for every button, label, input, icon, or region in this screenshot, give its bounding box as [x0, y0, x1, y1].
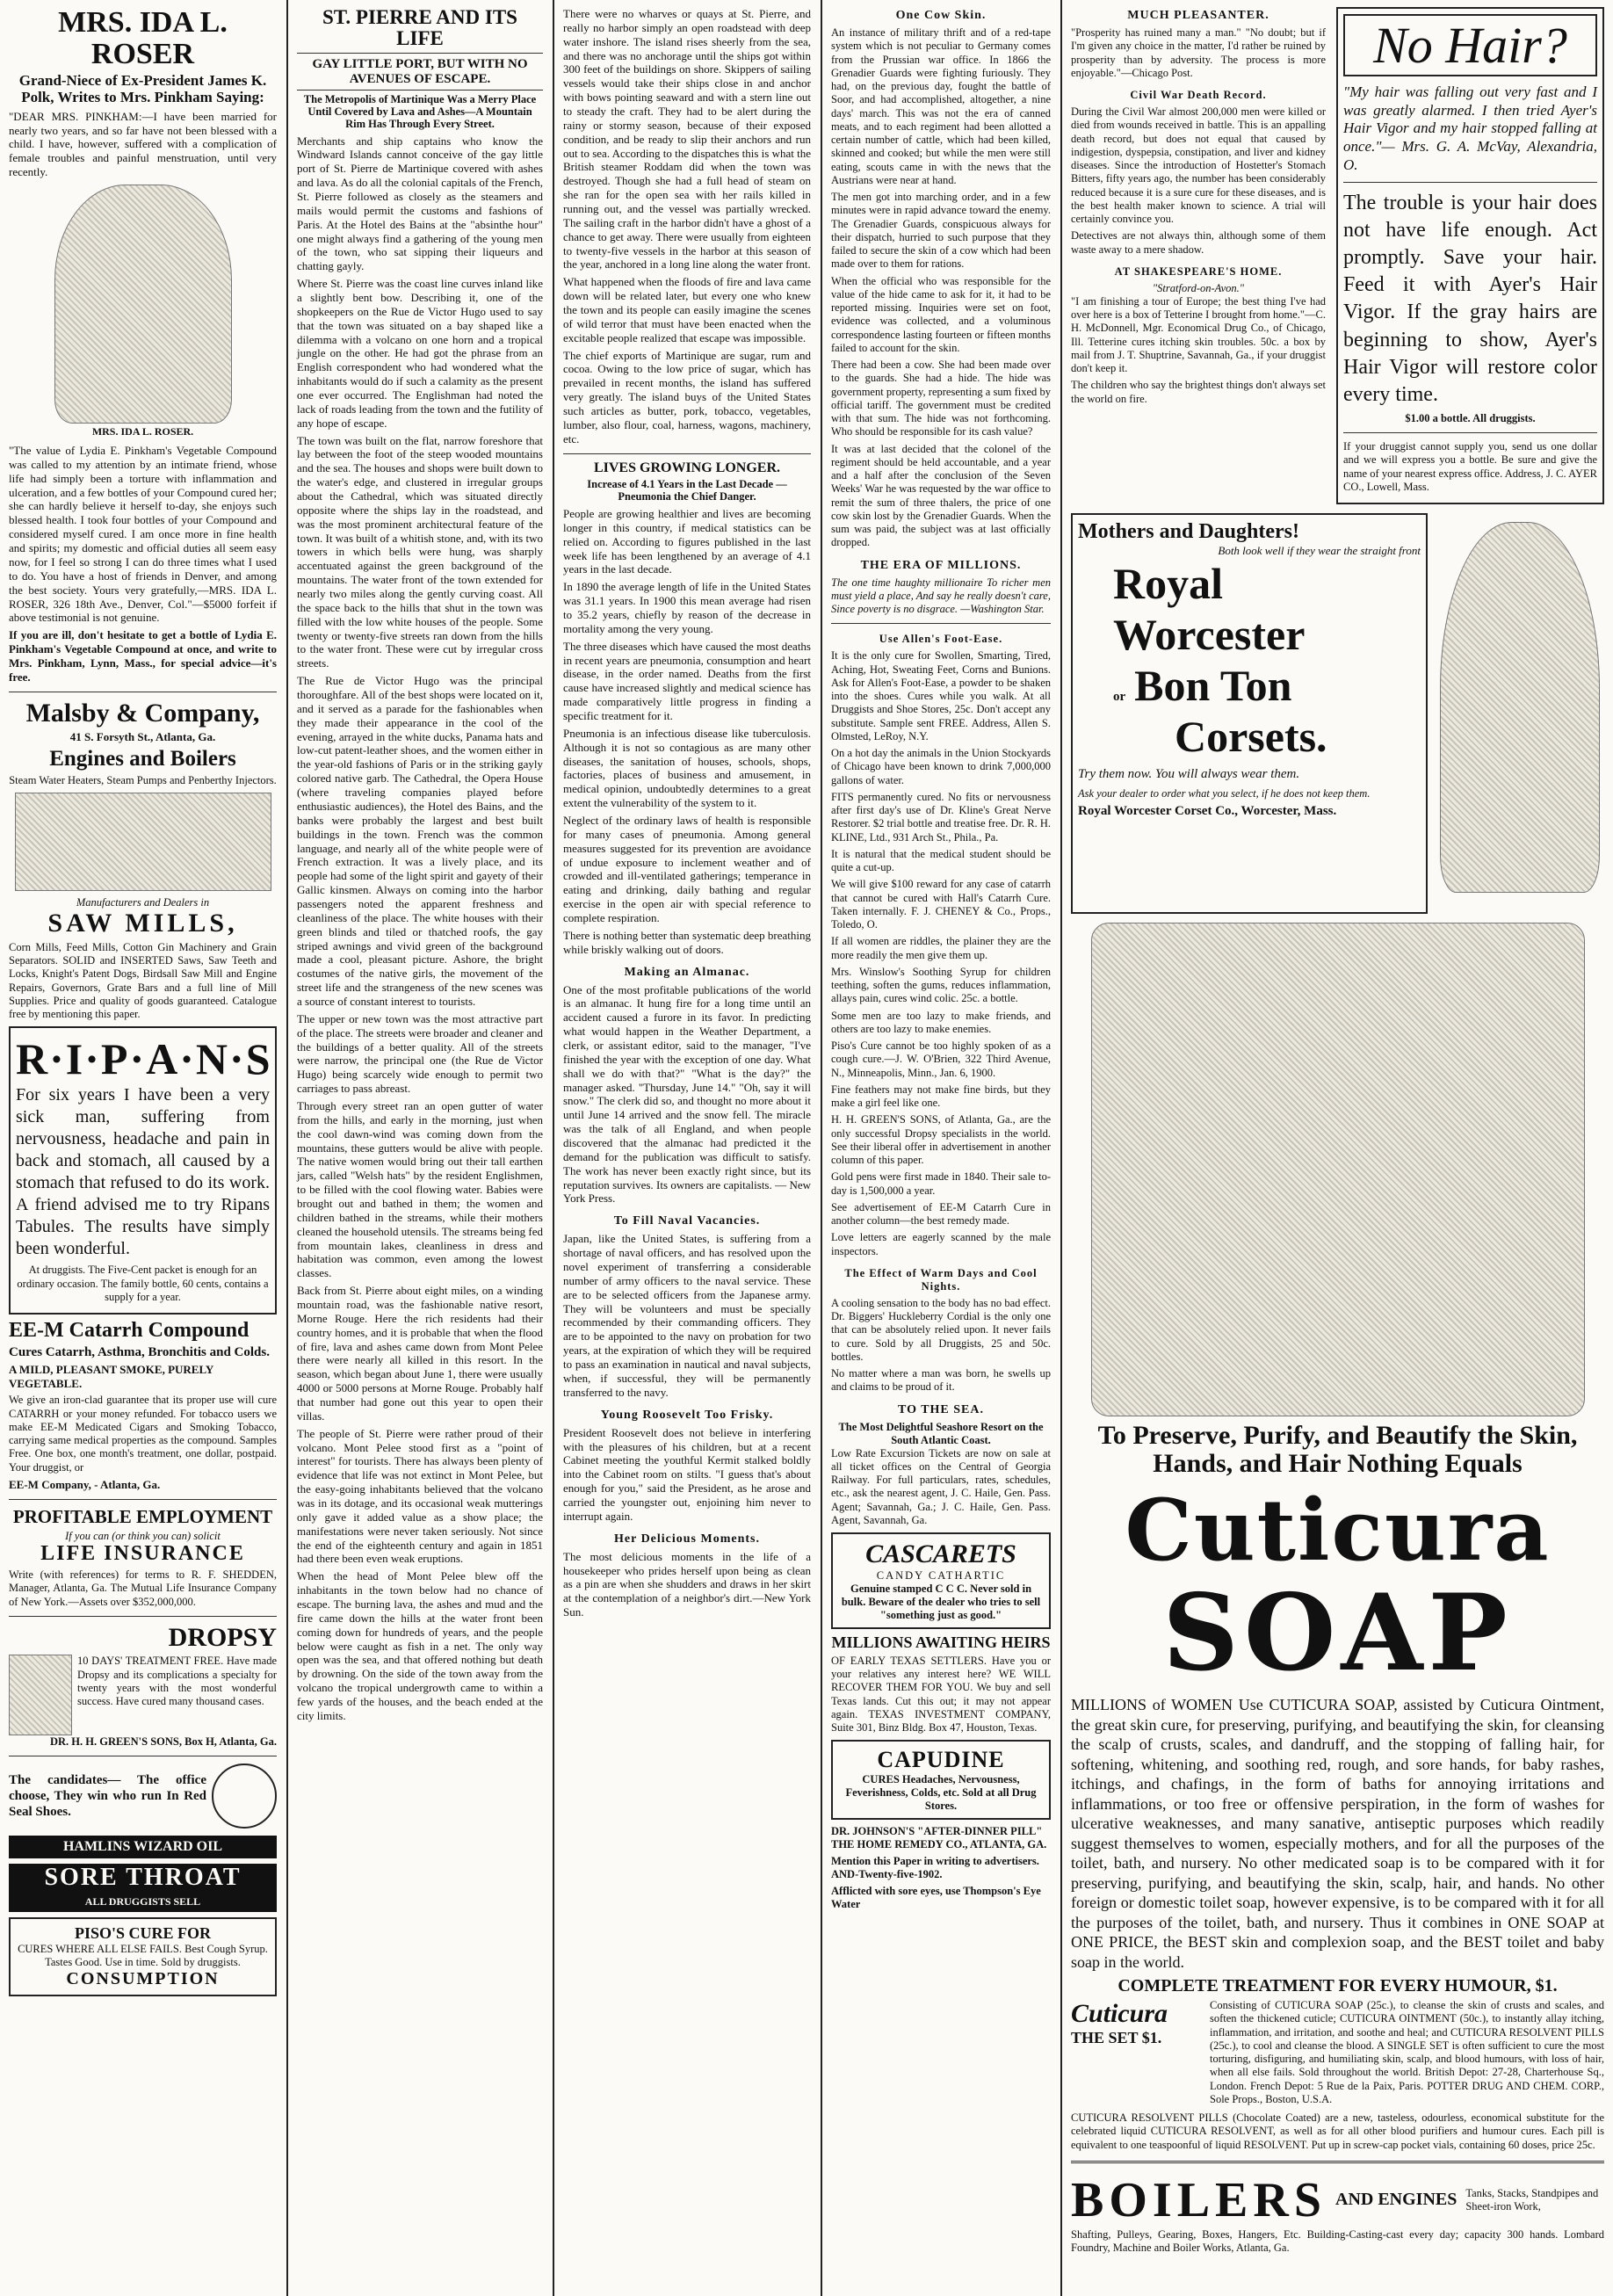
almanac-p: One of the most profitable publications of the world is an almanac. It hung fire for a long time until an accident caused a furore in its favor. In predicting what would happen in the Weather Department, a clerk, or assistant editor, said to the manager, "I've finished the year with the exception of one day. What shall we do with that?" "What is the day?" the manager asked. "Thursday, June 14." "Oh, say it will snow." The clerk did so, and thought no more about it until June 14 arrived and the snow fell. The miracle was the talk of all England, and when people discovered that the almanac had predicted it the demand for the publication was difficult to satisfy. The work has never been exactly right since, but its reputation survives. Its owners are capitalists. — New York Press.	[563, 982, 811, 1206]
eem-body: We give an iron-clad guarantee that its proper use will cure CATARRH or your money refunded. For tobacco users we make EE-M Medicated Cigars and Smoking Tobacco, carrying same medical properties as the compound. Samples Free. One box, one month's treatment, one dollar, postpaid. Your druggist, or	[9, 1394, 277, 1474]
allen-p: It is the only cure for Swollen, Smarting, Tired, Aching, Hot, Sweating Feet, Corns and Bunions. Ask for Allen's Foot-Ease, a powder to be shaken into the shoes. Cures while you walk. At all Druggists and Shoe Stores, 25c. Don't accept any substitute. Sample sent FREE. Address, Allen S. Olmsted, LeRoy, N.Y.	[831, 649, 1051, 742]
column-1	[0, 0, 286, 2296]
war-p: During the Civil War almost 200,000 men were killed or died from wounds received in battle. This is an appalling death record, but does not equal that caused by indigestion, dyspepsia, constipation, and liver and kidney diseases. Since the introduction of Hostetter's Stomach Bitters, fifty years ago, the number has been considerably reduced because it is a sure cure for these diseases, and is the best health maker known to science. A trial will certainly convince you.	[1071, 105, 1326, 225]
st-pierre-p5: The upper or new town was the most attractive part of the place. The streets were broader and cleaner and the buildings of a better quality. All of the streets were narrow, the principal one (the Rue de Victor Hugo) being scarcely wide enough to permit two carriages to pass abreast.	[297, 1011, 543, 1096]
st-pierre-subhead: GAY LITTLE PORT, BUT WITH NO AVENUES OF ESCAPE.	[312, 57, 528, 86]
corset-worcester: Worcester	[1113, 610, 1306, 660]
set-label: THE SET $1.	[1071, 2029, 1162, 2047]
st-pierre-p8: The people of St. Pierre were rather proud of their volcano. Mont Pelee stood first as a "point of interest" for tourists. There has always been plenty of evidence that life was not extinct in Mont Pelee, but the easy-going inhabitants believed that the volcano was in its dotage, and its occasional weak mutterings only gave it added value as a show place; the manifestations were never taken seriously. Not since the end of the eighteenth century and again in 1851 had there been even weak eruptions.	[297, 1426, 543, 1566]
idle-p: Some men are too lazy to make friends, and others are too lazy to make enemies.	[831, 1009, 1051, 1035]
corset-bonton: Bon Ton	[1134, 661, 1292, 711]
column-2	[288, 0, 552, 2296]
piso-p: Piso's Cure cannot be too highly spoken of as a cough cure.—J. W. O'Brien, 322 Third Avenue, N., Minneapolis, Minn., Jan. 6, 1900.	[831, 1039, 1051, 1079]
red-seal-shoes-verse: The candidates— The office choose, They win who run In Red Seal Shoes.	[9, 1772, 206, 1820]
dropsy-address: DR. H. H. GREEN'S SONS, Box H, Atlanta, Ga.	[49, 1735, 277, 1749]
pills-p: CUTICURA RESOLVENT PILLS (Chocolate Coated) are a new, tasteless, odourless, economical substitute for the celebrated liquid CUTICURA RESOLVENT, as well as for all other blood purifiers and humour cures. Each pill is equivalent to one teaspoonful of liquid RESOLVENT. Put up in screw-cap pocket vials, containing 60 doses, price 25c.	[1071, 2111, 1604, 2151]
st-pierre-p9: When the head of Mont Pelee blew off the inhabitants in the town below had no chance of escape. The burning lava, the ashes and mud and the fire came down the hills at the water front been coming down for hundreds of years, and the people below were caught as fish in a net. The only way open was the sea, and that offered nothing but death by drowning. On the side of the town away from the volcano the tropical undergrowth came to within a few yards of the houses, and the beach ended at the city limits.	[297, 1569, 543, 1722]
mention-p: Mention this Paper in writing to advertisers. AND-Twenty-five-1902.	[831, 1855, 1039, 1881]
cow-p3: When the official who was responsible for the value of the hide came to ask for it, it had to be reported missing. Inquiries were set on foot, evidence was collected, and a voluminous correspondence lasting fourteen or fifteen months failed to account for the skin.	[831, 274, 1051, 354]
love-p: Love letters are eagerly scanned by the male inspectors.	[831, 1231, 1051, 1257]
green-p: H. H. GREEN'S SONS, of Atlanta, Ga., are the only successful Dropsy specialists in the world. See their liberal offer in advertisement in another column of this paper.	[831, 1113, 1051, 1166]
no-hair-price: $1.00 a bottle. All druggists.	[1405, 412, 1536, 425]
woman-hair-illustration	[1091, 923, 1585, 1416]
corset-royal: Royal	[1113, 559, 1223, 609]
chicago-p: On a hot day the animals in the Union Stockyards of Chicago have been known to drink 7,000,000 gallons of water.	[831, 747, 1051, 786]
millions-title: MILLIONS AWAITING HEIRS	[831, 1633, 1051, 1651]
st-pierre-p3: The town was built on the flat, narrow foreshore that lay between the foot of the steep wooded mountains and the sea. The houses and shops were built down to the water's edge, and clustered in irregular groups about the Cathedral, which was situated directly opposite where the ships lay in the roadstead, and was the most prominent architectural feature of the town. It was built of a whitish stone, and, with its two towers in which bells were hung, was sharply accentuated against the green background of the mountains. The water front of the town extended for nearly two miles along the gently curving coast. All the space back to the hills that shut in the town was filled with the low white houses of the people. Some twenty or twenty-five streets ran down from the hills to the water front. These were cut by irregular cross streets.	[297, 433, 543, 670]
sea-p: Low Rate Excursion Tickets are now on sale at all ticket offices on the Central of Georgia Railway. For full particulars, rates, schedules, etc., ask the nearest agent, J. C. Haile, Gen. Pass. Agent; Savannah, Ga.; J. C. Haile, Gen. Pass. Agent, Savannah, Ga.	[831, 1446, 1051, 1526]
eem-sub: Cures Catarrh, Asthma, Bronchitis and Colds.	[9, 1345, 270, 1360]
sawmill-engine-image	[15, 793, 271, 891]
almanac-headline: Making an Almanac.	[624, 965, 750, 979]
reward-p: We will give $100 reward for any case of catarrh that cannot be cured with Hall's Catarrh Cure. Taken internally. F. J. CHENEY & Co., Props., Toledo, O.	[831, 878, 1051, 931]
boilers-p: Shafting, Pulleys, Gearing, Boxes, Hangers, Etc. Building-Casting-cast every day; capacity 300 hands. Lombard Foundry, Machine and Boiler Works, Atlanta, Ga.	[1071, 2227, 1604, 2255]
shakespeare-p: "I am finishing a tour of Europe; the best thing I've had over here is a box of Tetterine I brought from home."—C. H. McDonnell, Mgr. Economical Drug Co., of Chicago, Ill. Tetterine cures itching skin troubles. 50c. a box by mail from J. T. Shuptrine, Savannah, Ga., if your druggist don't keep it.	[1071, 294, 1326, 374]
cuticura-small-logo: Cuticura	[1071, 1999, 1168, 2029]
ayers-hair-vigor-ad	[1336, 7, 1604, 504]
corset-sub: Both look well if they wear the straight front	[1218, 544, 1421, 558]
allen-headline: Use Allen's Foot-Ease.	[879, 633, 1003, 646]
cascarets-sub: CANDY CATHARTIC	[876, 1569, 1006, 1582]
no-hair-foot: If your druggist cannot supply you, send us one dollar and we will express you a bottle. Be sure and give the name of your nearest express office. Address, J. C. AYER CO., Lowell, Mass.	[1343, 440, 1597, 493]
malsby-line: Steam Water Heaters, Steam Pumps and Penberthy Injectors.	[9, 774, 277, 787]
pleasant-p: "Prosperity has ruined many a man." "No doubt; but if I'm given any choice in the matter, I'd rather be ruined by prosperity than by adversity. The process is more enjoyable."—Chicago Post.	[1071, 26, 1326, 79]
millions-p: OF EARLY TEXAS SETTLERS. Have you or your relatives any interest here? WE WILL RECOVER THEM FOR YOU. We buy and sell Texas lands. Cut this out; it may not appear again. TEXAS INVESTMENT COMPANY, Suite 301, Binz Bldg. Box 47, Houston, Texas.	[831, 1654, 1051, 1735]
st-pierre-cont-p2: The chief exports of Martinique are sugar, rum and cocoa. Owing to the low price of sugar, which has prevailed in recent months, the island has suffered very greatly. The island buys of the United States such articles as butter, pork, tobacco, vegetables, lumber, also flour, coal, harness, wagons, machinery, etc.	[563, 348, 811, 445]
pisos-body: CURES WHERE ALL ELSE FAILS. Best Cough Syrup. Tastes Good. Use in time. Sold by druggists.	[18, 1943, 268, 1969]
roser-letter-intro: "DEAR MRS. PINKHAM:—I have been married for nearly two years, and so far have not been blessed with a child. I have, however, suffered with a complication of female troubles and painful menstruation, until very recently.	[9, 109, 277, 179]
dropsy-body: 10 DAYS' TREATMENT FREE. Have made Dropsy and its complications a specialty for twenty years with the most wonderful success. Have cured many thousand cases.	[77, 1655, 277, 1708]
st-pierre-deck: The Metropolis of Martinique Was a Merry Place Until Covered by Lava and Ashes—A Mountain Rim Has Through Every Street.	[303, 93, 537, 130]
corset-head: Mothers and Daughters!	[1078, 520, 1299, 544]
column-5	[1062, 0, 1613, 2296]
pisos-ad	[9, 1917, 277, 1996]
roosevelt-p: President Roosevelt does not believe in interfering with the pleasures of his children, but at a recent Cabinet meeting the youthful Kermit stalked boldly into the Cabinet room on stilts. "I guess that's about enough for you," said the President, as he arose and carried the youngster out, enjoining him never to interrupt again.	[563, 1425, 811, 1523]
sea-sub: The Most Delightful Seashore Resort on the South Atlantic Coast.	[838, 1420, 1044, 1446]
riddles-p: If all women are riddles, the plainer they are the more readily the men give them up.	[831, 935, 1051, 961]
st-pierre-cont-p1: What happened when the floods of fire and lava came down will be related later, but every one who knew the town and its people can easily imagine the scenes of wild terror that must have been enacted when the excitable people realized that escape was impossible.	[563, 275, 811, 344]
malsby-address: 41 S. Forsyth St., Atlanta, Ga.	[69, 730, 216, 744]
roser-testimonial: "The value of Lydia E. Pinkham's Vegetable Compound was called to my attention by an intimate friend, whose life had simply been a torture with inflammation and ulceration, and a few bottles of your Compound cured her; she can hardly believe it herself to-day, she enjoys such blessed health. I took four bottles of your Compound and considered myself cured. I am once more in fine health and spirits; my domestic and official duties all seem easy now, for I feel so strong I can do three times what I used to do. You have a host of friends in Denver, and among the best society. Yours very gratefully,—MRS. IDA L. ROSER, 326 18th Ave., Denver, Col."—$5000 forfeit if above testimonial is not genuine.	[9, 444, 277, 625]
st-pierre-p7: Back from St. Pierre about eight miles, on a winding mountain road, was the fashionable native resort, Morne Rouge. Here the rich residents had their country homes, and it is probable that when the flood of fire, lava and ashes came down from Mont Pelee there were nearly all killed in this resort. In the season, which began about June 1, there were usually 4000 or 5000 persons at Morne Rouge. Probably half that number had gone out this year to open their villas.	[297, 1284, 543, 1423]
cuticura-headline: To Preserve, Purify, and Beautify the Skin, Hands, and Hair Nothing Equals	[1097, 1421, 1578, 1478]
cascarets-ad	[831, 1532, 1051, 1629]
eem-company: EE-M Company, - Atlanta, Ga.	[9, 1477, 161, 1491]
boilers-and-engines: AND ENGINES	[1335, 2190, 1457, 2210]
hamlins-title: HAMLINS WIZARD OIL	[9, 1836, 277, 1858]
st-pierre-p2: Where St. Pierre was the coast line curves inland like a slightly bent bow. Describing it, one of the shopkeepers on the Rue de Victor Hugo used to say that the town was situated on a bay shaped like a dilemma with a volcano on one horn and a tropical jungle on the other. He had got the phrase from an English correspondent who had wondered what the inhabitants would do if such a calamity as the present one ever occurred. The Englishman had noted the lack of roads leading from the town and the futility of any hope of escape.	[297, 277, 543, 430]
lives-deck: Increase of 4.1 Years in the Last Decade —Pneumonia the Chief Danger.	[587, 478, 787, 503]
era-poem: The one time haughty millionaire To richer men must yield a place, And say he really doesn't care, Since poverty is no disgrace. —Washington Star.	[831, 576, 1051, 615]
roosevelt-headline: Young Roosevelt Too Frisky.	[600, 1408, 774, 1422]
war-headline: Civil War Death Record.	[1130, 89, 1267, 101]
malsby-saw-mills: SAW MILLS,	[47, 909, 238, 938]
pisos-consumption: CONSUMPTION	[66, 1969, 220, 1989]
corset-corsets: Corsets.	[1175, 712, 1327, 762]
roser-advice: If you are ill, don't hesitate to get a bottle of Lydia E. Pinkham's Vegetable Compound at once, and write to Mrs. Pinkham, Lynn, Mass., for special advice—it's free.	[9, 628, 277, 684]
profit-insurance: LIFE INSURANCE	[40, 1541, 245, 1565]
johnson-p: DR. JOHNSON'S "AFTER-DINNER PILL" THE HOME REMEDY CO., ATLANTA, GA.	[831, 1825, 1047, 1851]
sea-headline: TO THE SEA.	[897, 1402, 985, 1416]
capudine-p: CURES Headaches, Nervousness, Feverishness, Colds, etc. Sold at all Drug Stores.	[845, 1773, 1037, 1813]
lives-p6: There is nothing better than systematic deep breathing while briskly walking out of doors.	[563, 928, 811, 956]
profit-title: PROFITABLE EMPLOYMENT	[12, 1505, 273, 1527]
children-p: The children who say the brightest things don't always set the world on fire.	[1071, 379, 1326, 405]
roser-headline: MRS. IDA L. ROSER	[58, 6, 228, 70]
moments-headline: Her Delicious Moments.	[614, 1532, 760, 1546]
moments-p: The most delicious moments in the life of a housekeeper who prides herself upon being as clean as a pin are when she shudders and draws in her skirt at the contemplation of a neighbor's dirt.—New York Sun.	[563, 1549, 811, 1619]
no-hair-body: The trouble is your hair does not have life enough. Act promptly. Save your hair. Feed it with Ayer's Hair Vigor. If the gray hairs are beginning to show, Ayer's Hair Vigor will restore color every time.	[1343, 191, 1597, 406]
corset-or: or	[1113, 690, 1126, 705]
pisos-title: PISO'S CURE FOR	[74, 1924, 212, 1943]
column-3	[554, 0, 820, 2296]
lives-p5: Neglect of the ordinary laws of health is responsible for many cases of pneumonia. Among general measures suggested for its prevention are avoidance of undue exposure to inclement weather and of crowded and ill-ventilated gatherings; temperance in eating and drinking, daily bathing and regular exercise in the open air with special reference to complete respiration.	[563, 813, 811, 924]
st-pierre-p6: Through every street ran an open gutter of water from the hills, and early in the morning, just when the cool dawn-wind was coming down from the mountains, these gutters would be alive with people. The native women would bring out their tall earthen jars, called "Welsh hats" by the resident Englishmen, to be filled with the cool flowing water. Babies were brought out and bathed in them; the women and children bathed in the streams, while their mothers cleaned the household utensils. The streams being fed from mountain lakes, cleanliness in dress and habitation was common, even among the lowest classes.	[297, 1098, 543, 1280]
doctor-portrait-image	[9, 1655, 72, 1735]
eem-title: EE-M Catarrh Compound	[9, 1319, 250, 1343]
st-pierre-headline: ST. PIERRE AND ITS LIFE	[322, 6, 517, 50]
ripans-ad	[9, 1026, 277, 1315]
no-hair-title: No Hair?	[1343, 14, 1597, 76]
malsby-mfr: Manufacturers and Dealers in	[76, 896, 210, 909]
naval-p: Japan, like the United States, is suffering from a shortage of naval officers, and has resolved upon the novel experiment of transferring a considerable number of army officers to the naval service. These are to be selected officers from the Japanese army. They will be volunteers and must be specially recommended by their commanding officers. They are to be appointed to the navy on probation for two years, at the expiration of which they will be required to pass an examination in nautical and naval subjects, when, if successful, they will be permanently transferred to the navy.	[563, 1232, 811, 1399]
cow-headline: One Cow Skin.	[895, 9, 987, 22]
shoe-co-seal-icon	[212, 1764, 277, 1829]
no-hair-quote: "My hair was falling out very fast and I was greatly alarmed. I then tried Ayer's Hair Vigor and my hair stopped falling at once."— Mrs. G. A. McVay, Alexandria, O.	[1343, 83, 1597, 173]
winslow-p: Mrs. Winslow's Soothing Syrup for children teething, soften the gums, reduces inflammation, allays pain, cures wind colic. 25c. a bottle.	[831, 965, 1051, 1005]
medical-p: It is natural that the medical student should be quite a cut-up.	[831, 847, 1051, 873]
cuticura-body: MILLIONS of WOMEN Use CUTICURA SOAP, assisted by Cuticura Ointment, the great skin cure, for preserving, purifying, and beautifying the skin, for cleansing the scalp of crusts, scales, and dandruff, and the stopping of falling hair, for softening, whitening, and soothing red, rough, and sore hands, for baby rashes, itchings, and chafings, in the form of baths for annoying irritations and inflammations, or too free or offensive perspiration, in the form of washes for ulcerative weaknesses, and many sanative, antiseptic purposes which readily suggest themselves to women, especially mothers, and for all the purposes of the toilet, bath, and nursery. No other medicated soap is to be compared with it for preserving, purifying, and beautifying the skin, scalp, hair, and hands. No other foreign or domestic toilet soap, however expensive, is to be compared with it for all the purposes of the toilet, bath, and nursery. Thus it combines in ONE SOAP at ONE PRICE, the BEST skin and complexion soap, and the BEST toilet and baby soap in the world.	[1071, 1696, 1604, 1971]
ripans-body: For six years I have been a very sick man, suffering from nervousness, headache and pain in back and stomach, all caused by a stomach that refused to do its work. A friend advised me to try Ripans Tabules. The results have simply been wonderful.	[16, 1085, 270, 1259]
cascarets-title: CASCARETS	[865, 1539, 1016, 1568]
corset-ask: Ask your dealer to order what you select, if he does not keep them.	[1078, 787, 1371, 800]
feathers-p: Fine feathers may not make fine birds, but they make a girl feel like one.	[831, 1083, 1051, 1109]
malsby-title: Malsby & Company,	[25, 698, 260, 728]
cascarets-foot: Genuine stamped C C C. Never sold in bulk. Beware of the dealer who tries to sell "something just as good."	[841, 1583, 1041, 1621]
fits-p: FITS permanently cured. No fits or nervousness after first day's use of Dr. Kline's Great Nerve Restorer. $2 trial bottle and treatise free. Dr. R. H. KLINE, Ltd., 931 Arch St., Phila., Pa.	[831, 790, 1051, 844]
roser-portrait-caption: MRS. IDA L. ROSER.	[91, 425, 194, 438]
hamlins-foot: ALL DRUGGISTS SELL	[9, 1892, 277, 1912]
st-pierre-p4: The Rue de Victor Hugo was the principal thoroughfare. All of the best shops were located on it, and it served as a parade for the fashionables when they made their appearance in the cool of the evening, arrayed in the white ducks, Panama hats and low-cut patent-leather shoes, and the women either in the year-old fashions of Paris or in the striking gayly colored native garb. The Cathedral, the Opera House (where traveling companies played before enthusiastic audiences), the Hotel des Bains, and the banks were probably the largest and best built buildings in the town. French was the common language, and nearly all of the white people were of French extraction. It was a lively place, and its people had some of the light spirit and gayety of their Gallic kinsmen. Always on coming into the harbor passengers noted the apparent freshness and cleanliness of the place. The white houses with their green blinds and tiled or thatched roofs, the gay striped awnings and vivid green of the background made a cool, pleasant picture. Ashore, the bright costumes of the native girls, the movement of the street life and the strangeness of the new scenes was a source of constant interest to tourists.	[297, 674, 543, 1008]
st-pierre-cont-p0: There were no wharves or quays at St. Pierre, and really no harbor simply an open roadstead with deep water inshore. The island rises sheerly from the sea, and there was no anchorage until the ships got within 300 feet of the buildings on shore. Skippers of sailing vessels would take their ships close in and anchor with bows pointing seaward and with a stern line out to steady the craft. They had to be alert during the rainy or stormy season, because of their exposed condition, and be ready to slip their anchors and run out to sea. According to the dispatches this is what the British steamer Roddam did when the town was destroyed. Though she had a full head of steam on she ran for the open sea with her rails killed in running out, and the vessel was partially wrecked. The sailing craft in the harbor didn't have a ghost of a chance to get away. There were usually from eighteen to twenty-five vessels in the harbor at this season of the year, anchored in a long line along the water front.	[563, 7, 811, 272]
profit-body: Write (with references) for terms to R. F. SHEDDEN, Manager, Atlanta, Ga. The Mutual Life Insurance Company of New York.—Assets over $352,000,000.	[9, 1568, 277, 1608]
dropsy-title: DROPSY	[168, 1622, 277, 1652]
malsby-body: Corn Mills, Feed Mills, Cotton Gin Machinery and Grain Separators. SOLID and INSERTED Saws, Saw Teeth and Locks, Knight's Patent Dogs, Birdsall Saw Mill and Engine Repairs, Governors, Grate Bars and a full line of Mill Supplies. Price and quality of goods guaranteed. Catalogue free by mentioning this paper.	[9, 940, 277, 1021]
cow-p5: It was at last decided that the colonel of the regiment should be held accountable, and a year and a half after the conclusion of the Seven Weeks' War he was requested by the war office to remit the sum of three thalers, the price of one cow skin lost by the Grenadier Guards. When the sum was paid, the subject was at last officially dropped.	[831, 442, 1051, 549]
hamlins-sore-throat: SORE THROAT	[9, 1864, 277, 1892]
lives-headline: LIVES GROWING LONGER.	[593, 460, 781, 475]
era-headline: THE ERA OF MILLIONS.	[860, 558, 1022, 572]
ripans-title: R·I·P·A·N·S	[16, 1034, 272, 1084]
cow-p2: The men got into marching order, and in a few minutes were in rapid advance toward the enemy. The Grenadier Guards, conspicuous always for their dispatch, hurried to such purpose that they failed to secure the skin of a cow which had been made over to them for rations.	[831, 191, 1051, 271]
ripans-foot: At druggists. The Five-Cent packet is enough for an ordinary occasion. The family bottle, 60 cents, contains a supply for a year.	[17, 1264, 269, 1303]
lives-p2: In 1890 the average length of life in the United States was 31.1 years. In 1900 this mean average had risen to 35.2 years, chiefly by reason of the decrease in mortality among the very young.	[563, 580, 811, 635]
column-4	[822, 0, 1060, 2296]
corset-try: Try them now. You will always wear them.	[1078, 767, 1300, 782]
cow-p4: There had been a cow. She had been made over to the guards. She had a hide. The hide was government property, representing a sum fixed by official tariff. The government must be credited with that sum. The hide was not forthcoming. Who should be responsible for its cash value?	[831, 359, 1051, 438]
corset-ad	[1071, 513, 1604, 917]
corset-woman-illustration	[1440, 522, 1600, 893]
st-pierre-p1: Merchants and ship captains who know the Windward Islands cannot conceive of the gay little port of St. Pierre de Martinique covered with ashes and lava. As do all the colonial capitals of the French, St. Pierre followed as closely as the steamers and mails would permit the customs and fashions of Paris. At the Hotel des Bains at the "absinthe hour" one might always find a gathering of the young men of the town, who sat sipping their liqueurs and chatting gayly.	[297, 134, 543, 273]
roser-subhead: Grand-Niece of Ex-President James K. Polk, Writes to Mrs. Pinkham Saying:	[18, 72, 267, 106]
complete-treatment-title: COMPLETE TREATMENT FOR EVERY HUMOUR, $1.	[1118, 1976, 1558, 1996]
nights-headline: The Effect of Warm Days and Cool Nights.	[844, 1266, 1038, 1293]
born-p: No matter where a man was born, he swells up and claims to be proud of it.	[831, 1367, 1051, 1394]
eem-notice-p: See advertisement of EE-M Catarrh Cure in another column—the best remedy made.	[831, 1200, 1051, 1227]
naval-headline: To Fill Naval Vacancies.	[613, 1214, 761, 1228]
eem-smoke: A MILD, PLEASANT SMOKE, PURELY VEGETABLE.	[9, 1363, 213, 1391]
profit-sub: If you can (or think you can) solicit	[65, 1529, 221, 1542]
capudine-ad	[831, 1740, 1051, 1820]
pleasant-headline: MUCH PLEASANTER.	[1127, 9, 1269, 22]
corset-co: Royal Worcester Corset Co., Worcester, Mass.	[1078, 804, 1337, 819]
shakespeare-sub: "Stratford-on-Avon."	[1152, 281, 1245, 294]
corset-box	[1071, 513, 1428, 914]
lives-p4: Pneumonia is an infectious disease like tuberculosis. Although it is not so contagious as are many other diseases, the sanitation of houses, schools, shops, factories, places of business and amusement, in medical opinion, undoubtedly determines to a great extent the vulnerability of the system to it.	[563, 726, 811, 810]
cuticura-logo: Cuticura	[1125, 1481, 1551, 1581]
set-p: Consisting of CUTICURA SOAP (25c.), to cleanse the skin of crusts and scales, and soften the thickened cuticle; CUTICURA OINTMENT (50c.), to instantly allay itching, inflammation, and irritation, and soothe and heal; and CUTICURA RESOLVENT PILLS (25c.), to cool and cleanse the blood. A SINGLE SET is often sufficient to cure the most torturing, disfiguring, and humiliating skin, scalp, and blood humours, with loss of hair, when all else fails. Sold throughout the world. British Depot: 27-28, Charterhouse Sq., London. French Depot: 5 Rue de la Paix, Paris. POTTER DRUG AND CHEM. CORP., Sole Props., Boston, U.S.A.	[1210, 1999, 1604, 2105]
malsby-engines: Engines and Boilers	[49, 747, 236, 771]
lives-p1: People are growing healthier and lives are becoming longer in this country, if medical statistics can be relied on. According to figures published in the last week life has been lengthened by an average of 4.1 years in the last decade.	[563, 506, 811, 576]
detectives-p: Detectives are not always thin, although some of them waste away to a mere shadow.	[1071, 229, 1326, 256]
boilers-title: BOILERS	[1071, 2172, 1327, 2227]
boilers-side: Tanks, Stacks, Standpipes and Sheet-iron Work,	[1465, 2186, 1599, 2213]
shakespeare-headline: AT SHAKESPEARE'S HOME.	[1114, 264, 1283, 278]
cuticura-soap-wordmark: SOAP	[1162, 1571, 1513, 1696]
cow-p1: An instance of military thrift and of a red-tape system which is not peculiar to Germany comes from the Prussian war office. In 1866 the Grenadier Guards were fighting furiously. They had, on the previous day, fought the battle of Soor, and had accomplished, altogether, a nine days' march. This was not the era of canned meats, and to each regiment had been allotted a certain number of cattle, which had been killed, skinned and cooked; but while the men were still eating, scouts came in with the news that the Austrians were near at hand.	[831, 26, 1051, 186]
roser-portrait-image	[54, 185, 232, 424]
capudine-title: CAPUDINE	[877, 1747, 1005, 1773]
thompson-p: Afflicted with sore eyes, use Thompson's Eye Water	[831, 1885, 1041, 1911]
lives-p3: The three diseases which have caused the most deaths in recent years are pneumonia, consumption and heart disease, in the order named. Deaths from the first cause have increased slightly and medical science has made comparatively little progress in finding a specific treatment for it.	[563, 639, 811, 722]
gold-p: Gold pens were first made in 1840. Their sale to-day is 1,500,000 a year.	[831, 1170, 1051, 1197]
nights-p: A cooling sensation to the body has no bad effect. Dr. Biggers' Huckleberry Cordial is the only one that can be absolutely relied upon. It never fails to cure. Sold by all Druggists, 25 and 50c. bottles.	[831, 1296, 1051, 1363]
